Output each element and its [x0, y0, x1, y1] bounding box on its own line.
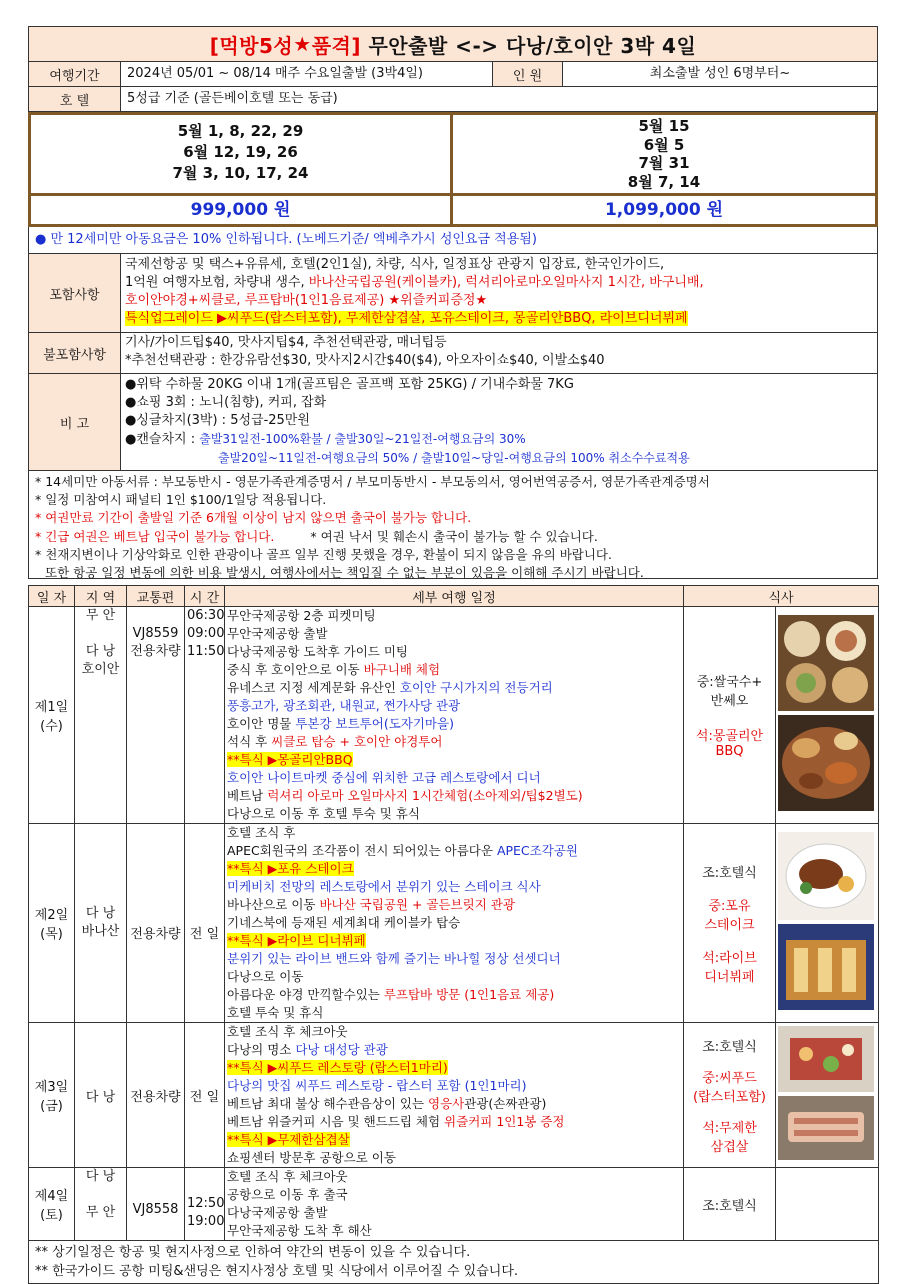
day-label: 제2일 — [34, 908, 69, 923]
detail-text: 베트남 위즐커피 시음 및 핸드드립 체험 — [227, 1114, 445, 1129]
region: 다 낭 — [85, 1089, 116, 1105]
food-photo-steak — [776, 830, 876, 1012]
detail-line: 분위기 있는 라이브 밴드와 함께 즐기는 바나힐 정상 선셋디너 — [227, 951, 561, 966]
detail-highlight: 호이안 구시가지의 전등거리 — [399, 680, 553, 695]
excluded-label: 불포함사항 — [29, 333, 121, 373]
date-line: 8월 7, 14 — [627, 172, 701, 191]
note-red: * 긴급 여권은 베트남 입국이 불가능 합니다. — [35, 528, 275, 544]
price-dates-left — [31, 115, 453, 193]
included-line — [125, 274, 873, 292]
special-meal: **특식 ▶씨푸드 레스토랑 (랍스터1마리) — [227, 1060, 448, 1075]
period-row — [28, 62, 878, 87]
detail-highlight: 투본강 보트투어(도자기마을) — [295, 716, 454, 731]
special-meal: **특식 ▶몽골리안BBQ — [227, 752, 353, 767]
meal: 석:무제한 — [702, 1120, 757, 1136]
detail-highlight: 다낭 대성당 관광 — [295, 1042, 388, 1057]
footer-row — [29, 1241, 879, 1284]
date-line: 5월 1, 8, 22, 29 — [177, 122, 304, 140]
excluded-line: 기사/가이드팁$40, 맛사지팁$4, 추천선택관광, 매너팁등 — [125, 335, 447, 350]
detail-text: 베트남 최대 불상 해수관음상이 있는 — [227, 1096, 428, 1111]
note-line: * 여권만료 기간이 출발일 기준 6개월 이상이 남지 않으면 출국이 불가능 합니다. — [35, 510, 472, 526]
detail-cell — [225, 1023, 684, 1168]
remarks-label: 비 고 — [29, 374, 121, 470]
meal: 석:몽골리안 — [695, 729, 764, 744]
header-meal: 식사 — [684, 586, 879, 607]
pricing-box — [28, 112, 878, 227]
day-row — [29, 1023, 879, 1168]
detail-line — [227, 932, 681, 950]
header-region: 지 역 — [75, 586, 127, 607]
region-cell — [75, 607, 127, 824]
included-content — [121, 254, 877, 332]
meal-photo-cell — [776, 607, 879, 824]
detail-line: 호이안 나이트마켓 중심에 위치한 고급 레스토랑에서 디너 — [227, 770, 541, 785]
detail-line — [227, 1131, 681, 1149]
transport-cell — [127, 824, 185, 1023]
day-of-week: (수) — [40, 719, 63, 734]
price-right: 1,099,000 원 — [604, 200, 724, 220]
time-cell — [185, 607, 225, 824]
detail-line: 호텔 조식 후 — [227, 825, 296, 840]
included-line — [125, 310, 873, 328]
detail-line: 다낭국제공항 도착후 가이드 미팅 — [227, 644, 408, 659]
detail-text: 중식 후 호이안으로 이동 — [227, 662, 364, 677]
header-date: 일 자 — [29, 586, 75, 607]
period-label: 여행기간 — [29, 62, 121, 86]
meal: 조:호텔식 — [702, 1198, 757, 1214]
excluded-row — [28, 333, 878, 374]
day-cell — [29, 607, 75, 824]
footer-notes — [29, 1241, 879, 1284]
note-text: * 여권 낙서 및 훼손시 출국이 불가능 할 수 있습니다. — [310, 528, 598, 544]
meal: 중:씨푸드 — [702, 1070, 757, 1086]
detail-text: 아름다운 야경 만끽할수있는 — [227, 987, 384, 1002]
hotel-row — [28, 87, 878, 112]
time: 12:50 — [187, 1196, 225, 1211]
meal: 스테이크 — [704, 917, 755, 933]
meal: 디너뷔페 — [704, 969, 755, 985]
meal-cell — [684, 824, 776, 1023]
detail-line: 무안국제공항 출발 — [227, 626, 328, 641]
meal: 조:호텔식 — [702, 865, 757, 881]
detail-line: 공항으로 이동 후 출국 — [227, 1187, 348, 1202]
detail-text: 바나산으로 이동 — [227, 897, 320, 912]
region: 다 낭 — [85, 906, 116, 921]
star-icon: ★ — [293, 32, 312, 56]
special-meal-upgrade: 특식업그레이드 ▶씨푸드(랍스터포함), 무제한삼겹살, 포유스테이크, 몽골리안BBQ, 라이브디너뷔페 — [125, 311, 688, 326]
day-of-week: (금) — [40, 1099, 63, 1114]
region: 바나산 — [81, 924, 120, 939]
transport: 전용차량 — [130, 926, 181, 942]
schedule-table — [28, 585, 879, 1284]
itinerary-page — [28, 26, 878, 1284]
day-row — [29, 607, 879, 824]
footer-note: ** 상기일정은 항공 및 현지사정으로 인하여 약간의 변동이 있을 수 있습니다. — [35, 1245, 471, 1260]
detail-text: 베트남 — [227, 788, 268, 803]
cancel-terms: 출발31일전-100%환불 / 출발30일~21일전-여행요금의 30% — [199, 432, 526, 446]
detail-highlight: 영응사 — [428, 1096, 465, 1111]
meal-cell — [684, 607, 776, 824]
detail-cell — [225, 824, 684, 1023]
transport: 전용차량 — [130, 644, 181, 659]
detail-line — [227, 1113, 681, 1131]
included-label: 포함사항 — [29, 254, 121, 332]
time: 09:00 — [187, 626, 225, 641]
meal-photo-cell — [776, 824, 879, 1023]
day-row — [29, 824, 879, 1023]
detail-text: 관광(손짜관광) — [464, 1096, 547, 1111]
time: 19:00 — [187, 1214, 225, 1229]
day-of-week: (토) — [40, 1208, 63, 1223]
period-value: 2024년 05/01 ~ 08/14 매주 수요일출발 (3박4일) — [121, 62, 493, 86]
meal: 삼겹살 — [710, 1139, 749, 1155]
region: 다 낭 — [85, 644, 116, 659]
hotel-label: 호 텔 — [29, 87, 121, 111]
transport-cell — [127, 1168, 185, 1241]
day-label: 제1일 — [34, 700, 69, 715]
schedule-header — [29, 586, 879, 607]
detail-line — [227, 733, 681, 751]
detail-line — [227, 679, 681, 697]
region: 호이안 — [81, 662, 120, 677]
date-line: 7월 3, 10, 17, 24 — [172, 164, 309, 182]
title-main: 무안출발 <-> 다낭/호이안 3박 4일 — [368, 33, 697, 58]
detail-line — [227, 896, 681, 914]
meal: 중:쌀국수+ — [696, 675, 763, 690]
page-title — [28, 26, 878, 62]
detail-line: 미케비치 전망의 레스토랑에서 분위기 있는 스테이크 식사 — [227, 879, 541, 894]
date-line: 5월 15 — [638, 117, 690, 135]
region — [77, 625, 124, 643]
footer-note: ** 한국가이드 공항 미팅&샌딩은 현지사정상 호텔 및 식당에서 이루어질 수 있습니다. — [35, 1264, 519, 1279]
remark-line: 출발20일~11일전-여행요금의 50% / 출발10일~당일-여행요금의 100% 취소수수료적용 — [218, 451, 690, 465]
region-cell — [75, 824, 127, 1023]
transport-cell — [127, 1023, 185, 1168]
detail-text: APEC회원국의 조각품이 전시 되어있는 아름다운 — [227, 843, 497, 858]
detail-line: 다낭의 맛집 씨푸드 레스토랑 - 랍스터 포함 (1인1마리) — [227, 1078, 527, 1093]
detail-line: 쇼핑센터 방문후 공항으로 이동 — [227, 1150, 396, 1165]
day-cell — [29, 824, 75, 1023]
detail-line — [227, 715, 681, 733]
detail-line: 풍흥고가, 광조회관, 내원교, 쩐가사당 관광 — [227, 698, 461, 713]
transport-cell — [127, 607, 185, 824]
meal-cell — [684, 1168, 776, 1241]
remark-line: ●쇼핑 3회 : 노니(침향), 커피, 잡화 — [125, 395, 327, 410]
day-row — [29, 1168, 879, 1241]
detail-line: 무안국제공항 도착 후 해산 — [227, 1223, 372, 1238]
people-label: 인 원 — [493, 62, 563, 86]
date-line: 6월 12, 19, 26 — [183, 143, 298, 161]
included-row — [28, 254, 878, 333]
detail-line: 호텔 조식 후 체크아웃 — [227, 1169, 348, 1184]
header-detail: 세부 여행 일정 — [225, 586, 684, 607]
special-meal: **특식 ▶라이브 디너뷔페 — [227, 933, 366, 948]
notes-box — [28, 471, 878, 579]
detail-line — [227, 1041, 681, 1059]
detail-highlight: APEC조각공원 — [496, 843, 578, 858]
detail-text: 다낭의 명소 — [227, 1042, 296, 1057]
region — [77, 1186, 124, 1204]
price-left: 999,000 원 — [31, 196, 453, 224]
date-line: 6월 5 — [643, 135, 685, 154]
day-label: 제4일 — [34, 1189, 69, 1204]
title-prefix: [먹방5성 — [209, 33, 294, 58]
header-time: 시 간 — [185, 586, 225, 607]
region: 다 낭 — [85, 1169, 116, 1184]
special-meal: **특식 ▶무제한삼겹살 — [227, 1132, 350, 1147]
meal: 반쎄오 — [710, 694, 749, 709]
detail-line — [227, 842, 681, 860]
note-line: 또한 항공 일정 변동에 의한 비용 발생시, 여행사에서는 책임질 수 없는 부분이 있음을 이해해 주시기 바랍니다. — [45, 565, 644, 581]
day-cell — [29, 1168, 75, 1241]
detail-line — [227, 1095, 681, 1113]
remark-line: ●싱글차지(3박) : 5성급-25만원 — [125, 413, 310, 428]
detail-text: 호이안 명물 — [227, 716, 296, 731]
detail-highlight: 바구니배 체험 — [363, 662, 441, 677]
detail-line — [227, 986, 681, 1004]
meal: BBQ — [715, 744, 744, 759]
time-cell — [185, 824, 225, 1023]
flight-number: VJ8559 — [132, 626, 179, 641]
detail-line: 다낭국제공항 출발 — [227, 1205, 328, 1220]
detail-line — [227, 1059, 681, 1077]
day-cell — [29, 1023, 75, 1168]
remark-line: ●위탁 수하물 20KG 이내 1개(골프팀은 골프백 포함 25KG) / 기내수화물 7KG — [125, 377, 574, 392]
detail-line — [227, 787, 681, 805]
time-cell — [185, 1023, 225, 1168]
included-line: 국제선항공 및 택스+유류세, 호텔(2인1실), 차량, 식사, 일정표상 관광지 입장료, 한국인가이드, — [125, 257, 665, 272]
region: 무 안 — [85, 1205, 116, 1220]
transport — [129, 607, 182, 625]
detail-text: 유네스코 지정 세계문화 유산인 — [227, 680, 400, 695]
note-line — [35, 528, 871, 546]
included-highlight: 바나산국립공원(케이블카), 럭셔리아로마오일마사지 1시간, 바구니배, — [308, 275, 704, 290]
time: 11:50 — [187, 644, 225, 659]
detail-line: 호텔 투숙 및 휴식 — [227, 1005, 324, 1020]
remark-line — [125, 430, 873, 449]
detail-line: 기네스북에 등재된 세계최대 케이블카 탑승 — [227, 915, 461, 930]
time: 전 일 — [189, 926, 220, 942]
detail-line: 다낭으로 이동 — [227, 969, 304, 984]
day-of-week: (목) — [40, 927, 63, 942]
detail-highlight: 씨클로 탑승 + 호이안 야경투어 — [271, 734, 443, 749]
detail-text: 석식 후 — [227, 734, 272, 749]
meal: 중:포유 — [708, 898, 751, 914]
detail-highlight: 바나산 국립공원 + 골든브릿지 관광 — [319, 897, 515, 912]
detail-cell — [225, 607, 684, 824]
date-line: 7월 31 — [638, 154, 690, 172]
detail-cell — [225, 1168, 684, 1241]
included-text: 1억원 여행자보험, 차량내 생수, — [125, 275, 309, 290]
time-cell — [185, 1168, 225, 1241]
remarks-row — [28, 374, 878, 471]
cancel-label: ●캔슬차지 : — [125, 432, 200, 447]
transport: 전용차량 — [130, 1089, 181, 1105]
meal-photo-cell — [776, 1168, 879, 1241]
people-value: 최소출발 성인 6명부터~ — [649, 66, 791, 81]
excluded-line: *추천선택관광 : 한강유람선$30, 맛사지2시간$40($4), 아오자이쇼$40, 이발소$40 — [125, 353, 605, 368]
detail-line: 무안국제공항 2층 피켓미팅 — [227, 608, 376, 623]
detail-line — [227, 751, 681, 769]
note-line: * 14세미만 아동서류 : 부모동반시 - 영문가족관계증명서 / 부모미동반시 - 부모동의서, 영어번역공증서, 영문가족관계증명서 — [35, 474, 710, 489]
detail-highlight: 위즐커피 1인1봉 증정 — [444, 1114, 565, 1129]
region-cell — [75, 1168, 127, 1241]
meal: (랍스터포함) — [693, 1089, 766, 1105]
detail-line: 다낭으로 이동 후 호텔 투숙 및 휴식 — [227, 806, 420, 821]
price-dates-right — [453, 115, 875, 193]
time: 06:30 — [187, 608, 225, 623]
day-label: 제3일 — [34, 1080, 69, 1095]
time: 전 일 — [189, 1089, 220, 1105]
detail-highlight: 루프탑바 방문 (1인1음료 제공) — [383, 987, 555, 1002]
remarks-content — [121, 374, 877, 470]
region-cell — [75, 1023, 127, 1168]
header-transport: 교통편 — [127, 586, 185, 607]
detail-line — [227, 860, 681, 878]
title-suffix: 품격] — [311, 33, 361, 58]
flight-number: VJ8558 — [132, 1201, 179, 1217]
food-photo-seafood — [776, 1024, 876, 1162]
child-discount-note: ● 만 12세미만 아동요금은 10% 인하됩니다. (노베드기준/ 엑베추가시 성인요금 적용됨) — [28, 227, 878, 254]
hotel-value: 5성급 기준 (골든베이호텔 또는 동급) — [127, 91, 338, 106]
note-line: * 천재지변이나 기상악화로 인한 관광이나 골프 일부 진행 못했을 경우, 환불이 되지 않음을 유의 바랍니다. — [35, 546, 612, 562]
detail-line: 호텔 조식 후 체크아웃 — [227, 1024, 348, 1039]
detail-highlight: 럭셔리 아로마 오일마사지 1시간체험(소아제외/팁$2별도) — [267, 788, 583, 803]
region: 무 안 — [85, 608, 116, 623]
special-meal: **특식 ▶포유 스테이크 — [227, 861, 354, 876]
included-line: 호이안야경+씨클로, 루프탑바(1인1음료제공) ★위즐커피증정★ — [125, 293, 488, 308]
meal: 조:호텔식 — [702, 1039, 757, 1055]
food-photo-noodles — [776, 613, 876, 813]
meal: 석:라이브 — [702, 950, 757, 966]
detail-line — [227, 661, 681, 679]
meal-cell — [684, 1023, 776, 1168]
excluded-content — [121, 333, 877, 373]
note-line: * 일정 미참여시 패널티 1인 $100/1일당 적용됩니다. — [35, 492, 327, 508]
meal-photo-cell — [776, 1023, 879, 1168]
